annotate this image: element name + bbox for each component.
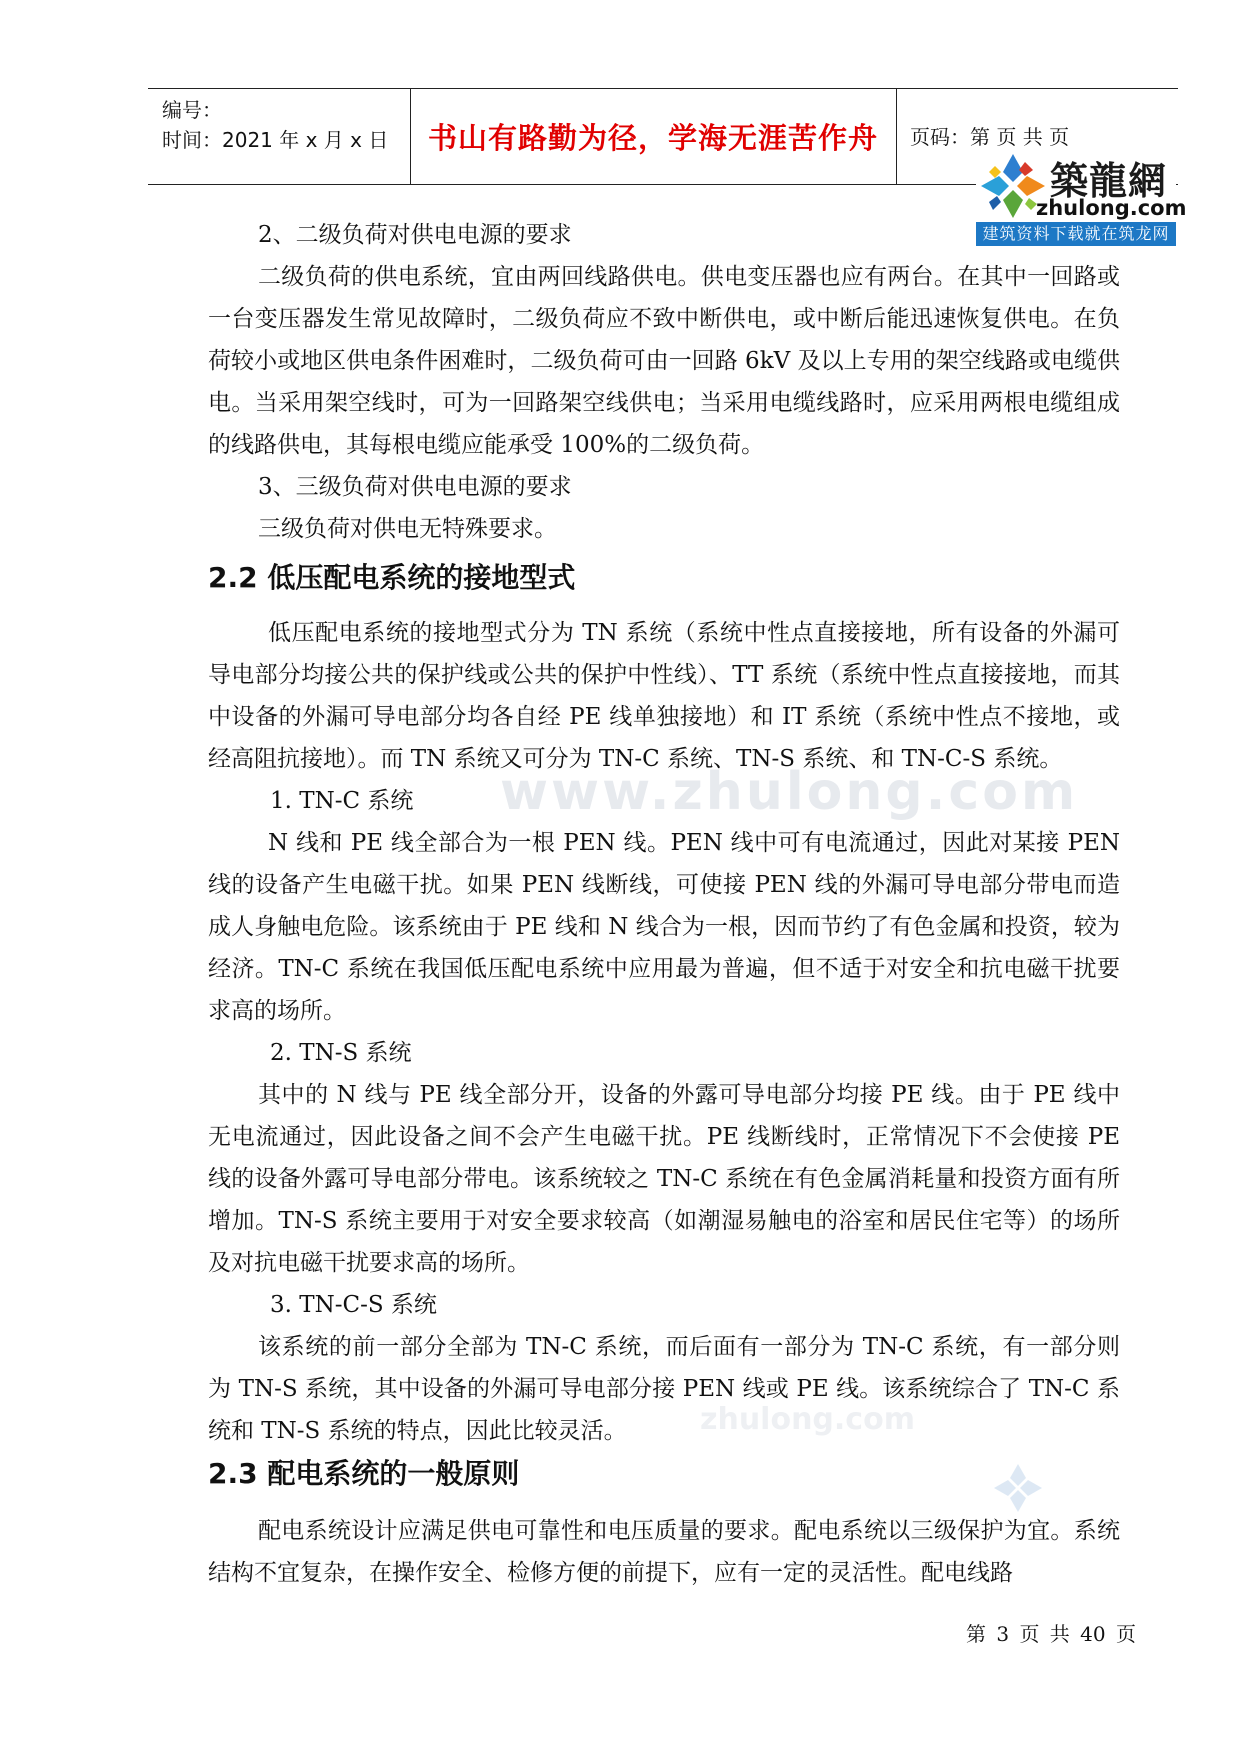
logo-brand: 築龍網 xyxy=(1050,158,1168,203)
paragraph: 二级负荷的供电系统，宜由两回线路供电。供电变压器也应有两台。在其中一回路或一台变压器发生常见故障时，二级负荷应不致中断供电，或中断后能迅速恢复供电。在负荷较小或地区供电条件困难时，二级负荷可由一回路 6kV 及以上专用的架空线路或电缆供电。当采用架空线时，可为一回路架空线供电；当采用电缆线路时，应采用两根电缆组成的线路供电，其每根电缆应能承受 100%的二级负荷。 xyxy=(208,264,1120,458)
header-number: 编号： xyxy=(162,98,222,122)
watermark-text: zhulong.com xyxy=(700,1402,915,1437)
paragraph: N 线和 PE 线全部合为一根 PEN 线。PEN 线中可有电流通过，因此对某接 PEN 线的设备产生电磁干扰。如果 PEN 线断线，可使接 PEN 线的外漏可导电部分带电而造成人身触电危险。该系统由于 PE 线和 N 线合为一根，因而节约了有色金属和投资，较为经济。TN-C 系统在我国低压配电系统中应用最为普遍，但不适于对安全和抗电磁干扰要求高的场所。 xyxy=(208,830,1120,1024)
watermark-text: www.zhulong.com xyxy=(500,762,1079,822)
section-subtitle: 1. TN-C 系统 xyxy=(270,788,414,814)
header-motto: 书山有路勤为径，学海无涯苦作舟 xyxy=(427,121,878,155)
page-footer: 第 3 页 共 40 页 xyxy=(966,1622,1136,1646)
header-page-number: 页码：第 页 共 页 xyxy=(910,125,1070,149)
section-subtitle: 3. TN-C-S 系统 xyxy=(270,1292,437,1318)
logo-domain: zhulong.com xyxy=(1036,196,1187,220)
paragraph: 低压配电系统的接地型式分为 TN 系统（系统中性点直接接地，所有设备的外漏可导电部分均接公共的保护线或公共的保护中性线）、TT 系统（系统中性点直接接地，而其中设备的外漏可导电部分均各自经 PE 线单独接地）和 IT 系统（系统中性点不接地，或经高阻抗接地）。而 TN 系统又可分为 TN-C 系统、TN-S 系统、和 TN-C-S 系统。 xyxy=(208,620,1120,772)
header-divider xyxy=(896,89,897,184)
header-meta xyxy=(162,95,388,155)
section-subtitle: 3、三级负荷对供电电源的要求 xyxy=(258,474,572,500)
paragraph: 三级负荷对供电无特殊要求。 xyxy=(258,516,557,542)
paragraph: 该系统的前一部分全部为 TN-C 系统，而后面有一部分为 TN-C 系统，有一部分则为 TN-S 系统，其中设备的外漏可导电部分接 PEN 线或 PE 线。该系统综合了 TN-C 系统和 TN-S 系统的特点，因此比较灵活。 xyxy=(208,1334,1120,1444)
section-subtitle: 2、二级负荷对供电电源的要求 xyxy=(258,222,572,248)
section-heading: 2.3 配电系统的一般原则 xyxy=(208,1457,520,1490)
paragraph: 其中的 N 线与 PE 线全部分开，设备的外露可导电部分均接 PE 线。由于 PE 线中无电流通过，因此设备之间不会产生电磁干扰。PE 线断线时，正常情况下不会使接 PE 线的设备外露可导电部分带电。该系统较之 TN-C 系统在有色金属消耗量和投资方面有所增加。TN-S 系统主要用于对安全要求较高（如潮湿易触电的浴室和居民住宅等）的场所及对抗电磁干扰要求高的场所。 xyxy=(208,1082,1120,1276)
paragraph: 配电系统设计应满足供电可靠性和电压质量的要求。配电系统以三级保护为宜。系统结构不宜复杂，在操作安全、检修方便的前提下，应有一定的灵活性。配电线路 xyxy=(208,1518,1120,1586)
logo-tagline: 建筑资料下载就在筑龙网 xyxy=(976,222,1176,246)
watermark-logo-icon xyxy=(992,1462,1044,1514)
section-subtitle: 2. TN-S 系统 xyxy=(270,1040,412,1066)
header-date: 时间：2021 年 x 月 x 日 xyxy=(162,128,389,152)
section-heading: 2.2 低压配电系统的接地型式 xyxy=(208,561,576,594)
